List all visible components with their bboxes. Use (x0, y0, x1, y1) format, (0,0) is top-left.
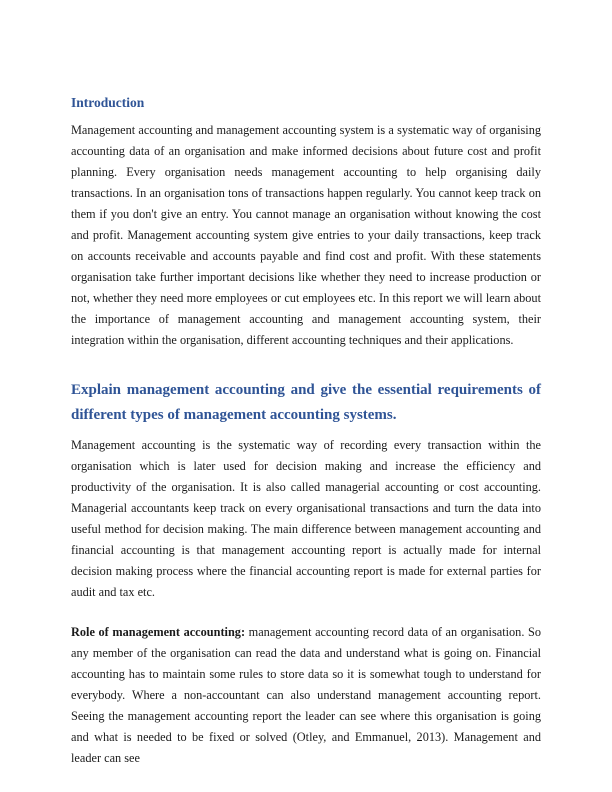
role-text: management accounting record data of an organisation. So any member of the organisation can read the data and understand what is going on. Financial accounting has to maintain some rules to store data so it is somewhat tough to understand for everybody. Where a non-accountant can also understand management accounting report. Seeing the management accounting report the leader can see where this organisation is going and what is needed to be fixed or solved (Otley, and Emmanuel, 2013). Management and leader can see (71, 625, 541, 765)
section2-heading: Explain management accounting and give the essential requirements of different types of management accounting systems. (71, 382, 541, 423)
role-paragraph (71, 622, 541, 769)
intro-paragraph: Management accounting and management accounting system is a systematic way of organising accounting data of an organisation and make informed decisions about future cost and profit planning. Every organisation needs management accounting to help organising daily transactions. In an organisation tons of transactions happen regularly. You cannot keep track on them if you don't give an entry. You cannot manage an organisation without knowing the cost and profit. Management accounting system give entries to your daily transactions, keep track on accounts receivable and accounts payable and find cost and profit. With these statements organisation take further important decisions like whether they need to increase production or not, whether they need more employees or cut employees etc. In this report we will learn about the importance of management accounting and management accounting system, their integration within the organisation, different accounting techniques and their applications. (71, 123, 541, 347)
role-lead-label: Role of management accounting: (71, 625, 246, 639)
document-content (71, 94, 541, 769)
intro-heading: Introduction (71, 95, 145, 110)
section2-paragraph: Management accounting is the systematic way of recording every transaction within the organisation which is later used for decision making and increase the efficiency and productivity of the organisation. It is also called managerial accounting or cost accounting. Managerial accountants keep track on every organisational transactions and turn the data into useful method for decision making. The main difference between management accounting and financial accounting is that management accounting report is actually made for internal decision making process where the financial accounting report is made for external parties for audit and tax etc. (71, 438, 541, 599)
